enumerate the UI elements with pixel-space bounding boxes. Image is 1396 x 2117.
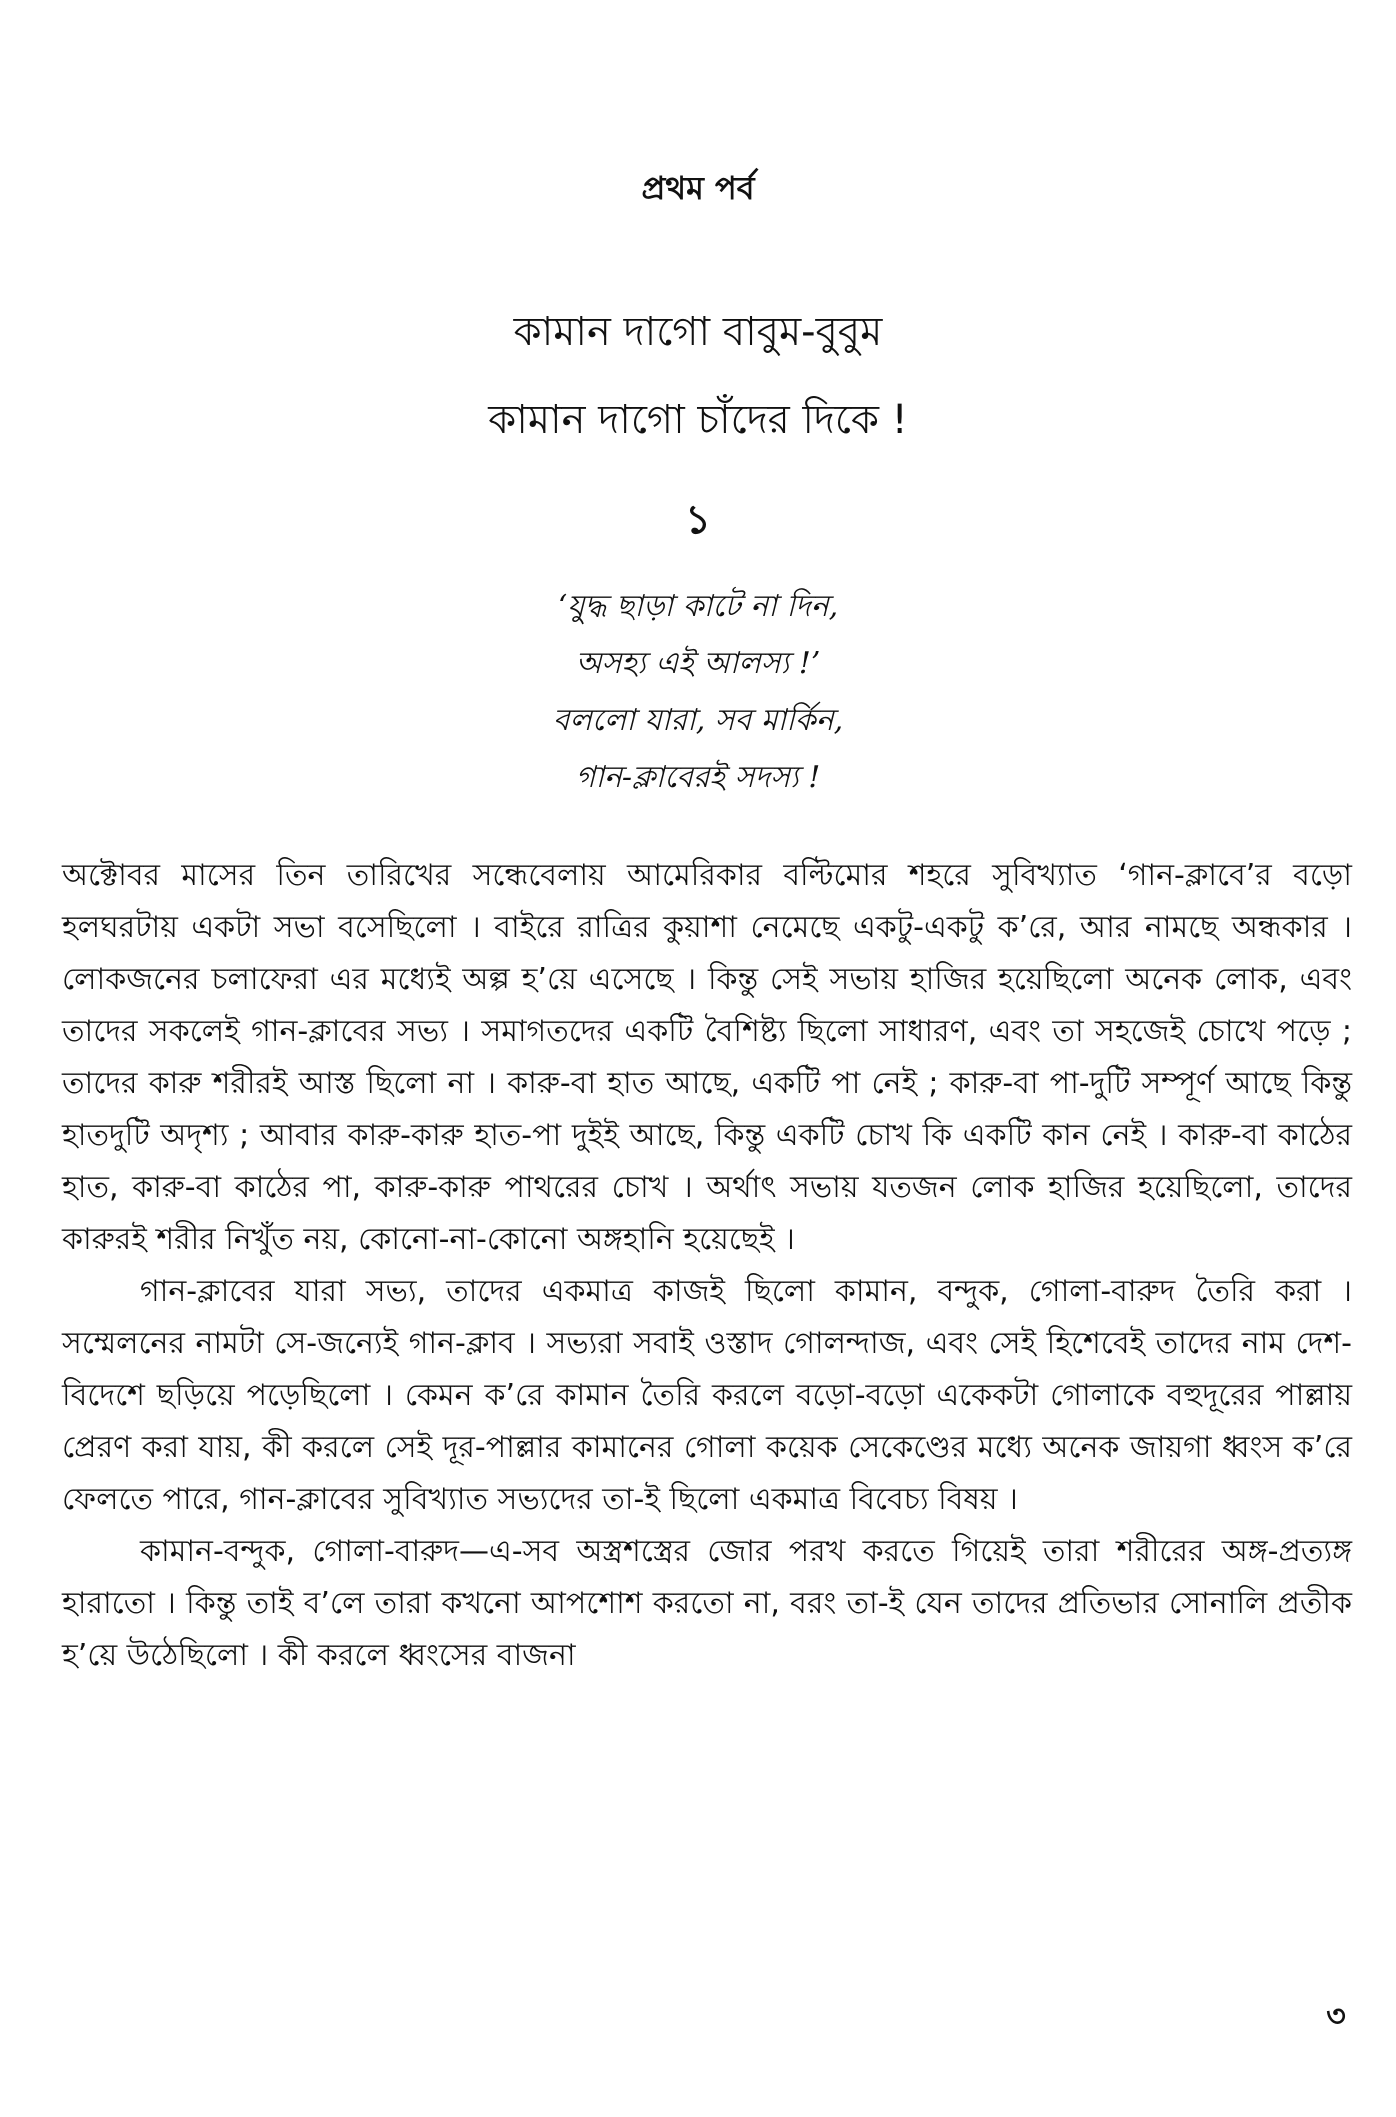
verse bbox=[0, 578, 1396, 806]
paragraph: গান-ক্লাবের যারা সভ্য, তাদের একমাত্র কাজই ছিলো কামান, বন্দুক, গোলা-বারুদ তৈরি করা । সম্মেলনের নামটা সে-জন্যেই গান-ক্লাব । সভ্যরা সবাই ওস্তাদ গোলন্দাজ, এবং সেই হিশেবেই তাদের নাম দেশ-বিদেশে ছড়িয়ে পড়েছিলো । কেমন ক’রে কামান তৈরি করলে বড়ো-বড়ো একেকটা গোলাকে বহুদূরের পাল্লায় প্রেরণ করা যায়, কী করলে সেই দূর-পাল্লার কামানের গোলা কয়েক সেকেণ্ডের মধ্যে অনেক জায়গা ধ্বংস ক’রে ফেলতে পারে, গান-ক্লাবের সুবিখ্যাত সভ্যদের তা-ই ছিলো একমাত্র বিবেচ্য বিষয় । bbox=[62, 1274, 1352, 1517]
verse-line: গান-ক্লাবেরই সদস্য ! bbox=[575, 760, 821, 795]
verse-line: ‘যুদ্ধ ছাড়া কাটে না দিন, bbox=[557, 589, 839, 624]
chapter-number: ১ bbox=[685, 497, 711, 543]
epigraph-line: কামান দাগো বাবুম-বুবুম bbox=[513, 309, 883, 355]
part-title: প্রথম পর্ব bbox=[641, 169, 755, 207]
epigraph-line: কামান দাগো চাঁদের দিকে ! bbox=[488, 397, 908, 443]
verse-line: বললো যারা, সব মার্কিন, bbox=[552, 703, 844, 738]
epigraph bbox=[0, 288, 1396, 464]
body-text bbox=[62, 850, 1352, 1682]
verse-line: অসহ্য এই আলস্য !’ bbox=[575, 646, 821, 681]
paragraph: কামান-বন্দুক, গোলা-বারুদ—এ-সব অস্ত্রশস্ত্রের জোর পরখ করতে গিয়েই তারা শরীরের অঙ্গ-প্রত্যঙ্গ হারাতো । কিন্তু তাই ব’লে তারা কখনো আপশোশ করতো না, বরং তা-ই যেন তাদের প্রতিভার সোনালি প্রতীক হ’য়ে উঠেছিলো । কী করলে ধ্বংসের বাজনা bbox=[62, 1534, 1352, 1673]
paragraph: অক্টোবর মাসের তিন তারিখের সন্ধেবেলায় আমেরিকার বল্টিমোর শহরে সুবিখ্যাত ‘গান-ক্লাবে’র বড়ো হলঘরটায় একটা সভা বসেছিলো । বাইরে রাত্রির কুয়াশা নেমেছে একটু-একটু ক’রে, আর নামছে অন্ধকার । লোকজনের চলাফেরা এর মধ্যেই অল্প হ’য়ে এসেছে । কিন্তু সেই সভায় হাজির হয়েছিলো অনেক লোক, এবং তাদের সকলেই গান-ক্লাবের সভ্য । সমাগতদের একটি বৈশিষ্ট্য ছিলো সাধারণ, এবং তা সহজেই চোখে পড়ে ; তাদের কারু শরীরই আস্ত ছিলো না । কারু-বা হাত আছে, একটি পা নেই ; কারু-বা পা-দুটি সম্পূর্ণ আছে কিন্তু হাতদুটি অদৃশ্য ; আবার কারু-কারু হাত-পা দুইই আছে, কিন্তু একটি চোখ কি একটি কান নেই । কারু-বা কাঠের হাত, কারু-বা কাঠের পা, কারু-কারু পাথরের চোখ । অর্থাৎ সভায় যতজন লোক হাজির হয়েছিলো, তাদের কারুরই শরীর নিখুঁত নয়, কোনো-না-কোনো অঙ্গহানি হয়েছেই । bbox=[62, 858, 1352, 1257]
page-number: ৩ bbox=[1326, 1999, 1346, 2034]
